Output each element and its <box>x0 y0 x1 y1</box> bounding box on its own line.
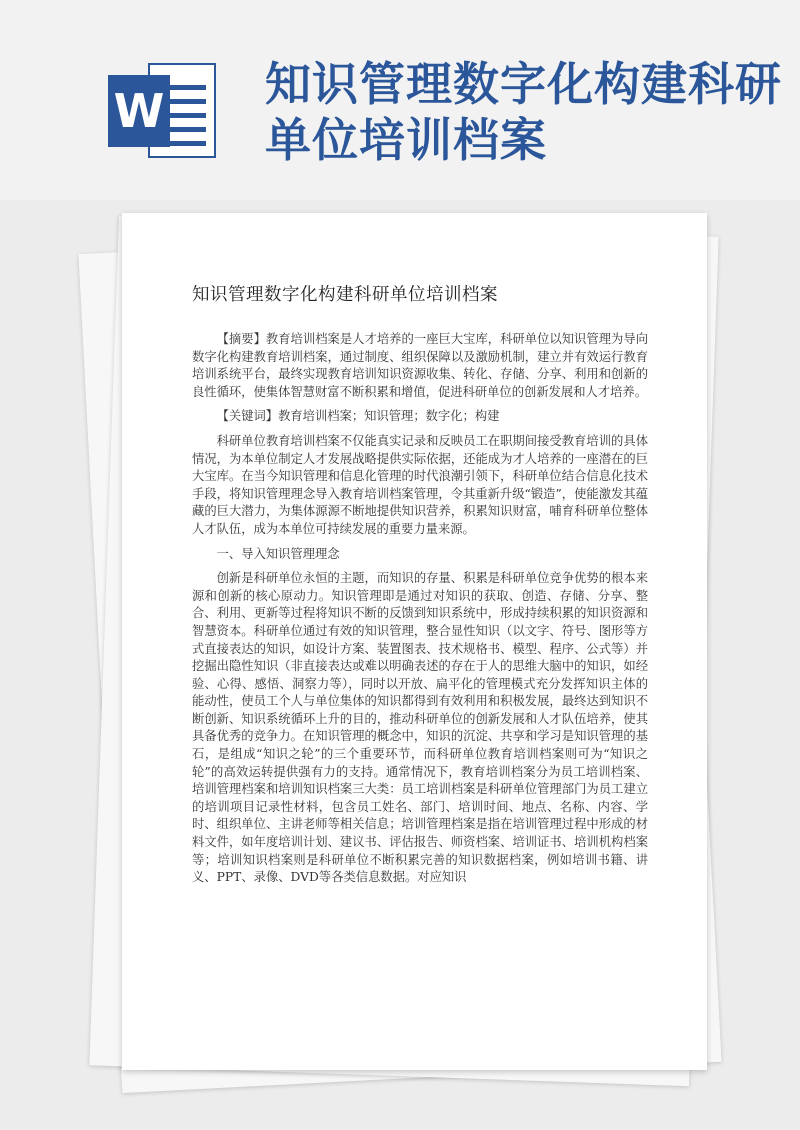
body-paragraph: 科研单位教育培训档案不仅能真实记录和反映员工在职期间接受教育培训的具体情况，为本单位制定人才发展战略提供实际依据，还能成为才人培养的一座潜在的巨大宝库。在当今知识管理和信息化管理的时代浪潮引领下，科研单位结合信息化技术手段，将知识管理理念导入教育培训档案管理，令其重新升级“锻造”，使能激发其蕴藏的巨大潜力，为集体源源不断地提供知识营养，积累知识财富，哺育科研单位整体人才队伍，成为本单位可持续发展的重要力量来源。 <box>192 433 648 536</box>
document-body <box>192 331 648 894</box>
document-page <box>122 213 707 1070</box>
keywords-paragraph: 【关键词】教育培训档案；知识管理；数字化；构建 <box>216 409 500 424</box>
page-title: 知识管理数字化构建科研单位培训档案 <box>265 57 782 167</box>
section-heading: 一、导入知识管理理念 <box>216 546 340 561</box>
abstract-paragraph: 【摘要】教育培训档案是人才培养的一座巨大宝库，科研单位以知识管理为导向数字化构建教育培训档案，通过制度、组织保障以及激励机制，建立并有效运行教育培训系统平台，最终实现教育培训知识资源收集、转化、存储、分享、利用和创新的良性循环，使集体智慧财富不断积累和增值，促进科研单位的创新发展和人才培养。 <box>192 332 648 399</box>
header-banner <box>0 0 800 200</box>
word-letter-badge: W <box>108 75 170 147</box>
document-title: 知识管理数字化构建科研单位培训档案 <box>192 285 498 305</box>
body-paragraph: 创新是科研单位永恒的主题，而知识的存量、积累是科研单位竞争优势的根本来源和创新的核心原动力。知识管理即是通过对知识的获取、创造、存储、分享、整合、利用、更新等过程将知识不断的反馈到知识系统中，形成持续积累的知识资源和智慧资本。科研单位通过有效的知识管理，整合显性知识（以文字、符号、图形等方式直接表达的知识，如设计方案、装置图表、技术规格书、模型、程序、公式等）并挖掘出隐性知识（非直接表达或难以明确表述的存在于人的思维大脑中的知识，如经验、心得、感悟、洞察力等），同时以开放、扁平化的管理模式充分发挥知识主体的能动性，使员工个人与单位集体的知识都得到有效利用和积极发展，最终达到知识不断创新、知识系统循环上升的目的，推动科研单位的创新发展和人才队伍培养，使其具备优秀的竞争力。在知识管理的概念中，知识的沉淀、共享和学习是知识管理的基石，是组成“知识之轮”的三个重要环节，而科研单位教育培训档案则可为“知识之轮”的高效运转提供强有力的支持。通常情况下，教育培训档案分为员工培训档案、培训管理档案和培训知识档案三大类：员工培训档案是科研单位管理部门为员工建立的培训项目记录性材料，包含员工姓名、部门、培训时间、地点、名称、内容、学时、组织单位、主讲老师等相关信息；培训管理档案是指在培训管理过程中形成的材料文件，如年度培训计划、建议书、评估报告、师资档案、培训证书、培训机构档案等；培训知识档案则是科研单位不断积累完善的知识数据档案，例如培训书籍、讲义、PPT、录像、DVD等各类信息数据。对应知识 <box>192 571 648 885</box>
word-document-icon <box>108 63 218 158</box>
